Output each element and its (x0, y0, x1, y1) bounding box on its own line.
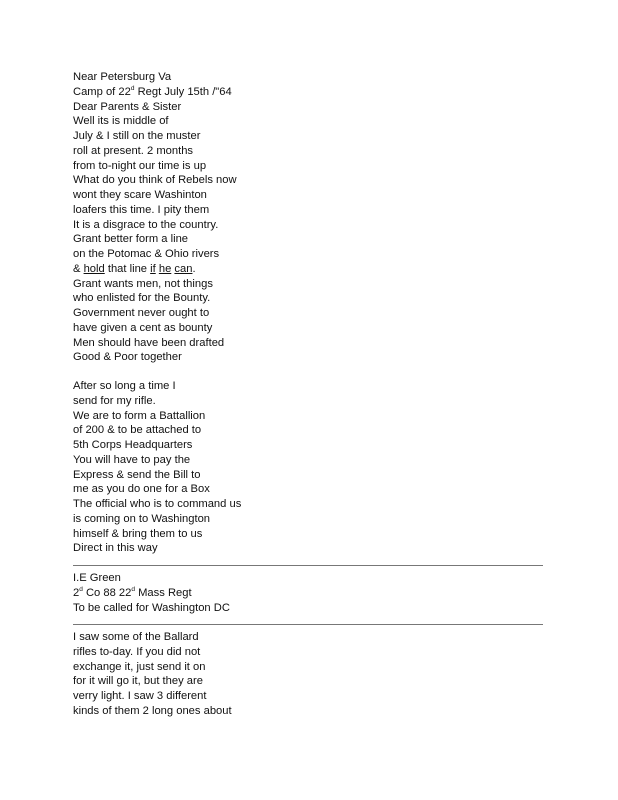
letter-line-underlined (73, 262, 543, 277)
letter-place: Near Petersburg Va (73, 71, 172, 83)
letter-line: The official who is to command us (73, 498, 242, 510)
letter-line: wont they scare Washinton (73, 189, 207, 201)
letter-line: send for my rifle. (73, 394, 156, 407)
underlined-word: he (158, 262, 172, 275)
letter-line: is coming on to Washington (73, 512, 211, 525)
letter-body (73, 70, 543, 365)
letter-line: me as you do one for a Box (73, 483, 210, 496)
text-run: Mass Regt (135, 586, 192, 599)
underlined-word: hold (83, 262, 105, 275)
letter-line: Government never ought to (73, 307, 210, 319)
letter-line: Grant better form a line (73, 233, 189, 246)
letter-line: You will have to pay the (73, 453, 191, 466)
text-run: that line (104, 262, 151, 275)
letter-line: Good & Poor together (73, 351, 182, 364)
divider (73, 565, 543, 566)
letter-paragraph-2 (73, 379, 543, 556)
postscript-line: I saw some of the Ballard (73, 631, 199, 643)
postscript-line: verry light. I saw 3 different (73, 690, 207, 702)
address-unit (73, 586, 543, 601)
text-run: . (192, 262, 196, 275)
letter-line: What do you think of Rebels now (73, 174, 237, 187)
superscript: d (131, 585, 135, 593)
text-run: & (73, 262, 84, 275)
letter-line: on the Potomac & Ohio rivers (73, 248, 220, 260)
letter-line: who enlisted for the Bounty. (73, 292, 211, 305)
superscript: d (79, 585, 83, 593)
letter-line: roll at present. 2 months (73, 144, 194, 157)
underlined-word: if (150, 262, 156, 275)
letter-date (73, 85, 543, 100)
letter-line: July & I still on the muster (73, 130, 201, 142)
underlined-word: can (174, 262, 193, 275)
postscript-line: for it will go it, but they are (73, 675, 203, 688)
letter-line: Express & send the Bill to (73, 468, 201, 481)
letter-line: Well its is middle of (73, 115, 169, 128)
letter-line: himself & bring them to us (73, 527, 203, 540)
camp-superscript: d (130, 84, 135, 92)
text-run: 2 (73, 586, 80, 599)
postscript-line: exchange it, just send it on (73, 660, 206, 673)
camp-suffix: Regt July 15th /"64 (134, 85, 232, 98)
letter-salutation: Dear Parents & Sister (73, 100, 182, 113)
letter-line: loafers this time. I pity them (73, 203, 210, 216)
letter-line: After so long a time I (73, 380, 176, 392)
divider (73, 624, 543, 625)
address-name: I.E Green (73, 572, 121, 584)
letter-line: It is a disgrace to the country. (73, 218, 219, 231)
letter-line: Men should have been drafted (73, 336, 225, 349)
address-destination: To be called for Washington DC (73, 601, 230, 614)
letter-line: of 200 & to be attached to (73, 424, 202, 437)
text-run: Co 88 22 (82, 586, 132, 599)
address-block (73, 571, 543, 615)
letter-line: We are to form a Battallion (73, 409, 206, 422)
letter-line: Direct in this way (73, 542, 158, 555)
letter-line: Grant wants men, not things (73, 277, 213, 290)
postscript-line: rifles to-day. If you did not (73, 645, 201, 658)
postscript-line: kinds of them 2 long ones about (73, 704, 232, 717)
letter-line: 5th Corps Headquarters (73, 439, 193, 451)
camp-prefix: Camp of 22 (73, 85, 131, 98)
letter-line: from to-night our time is up (73, 159, 207, 172)
postscript (73, 630, 543, 719)
letter-line: have given a cent as bounty (73, 321, 213, 334)
